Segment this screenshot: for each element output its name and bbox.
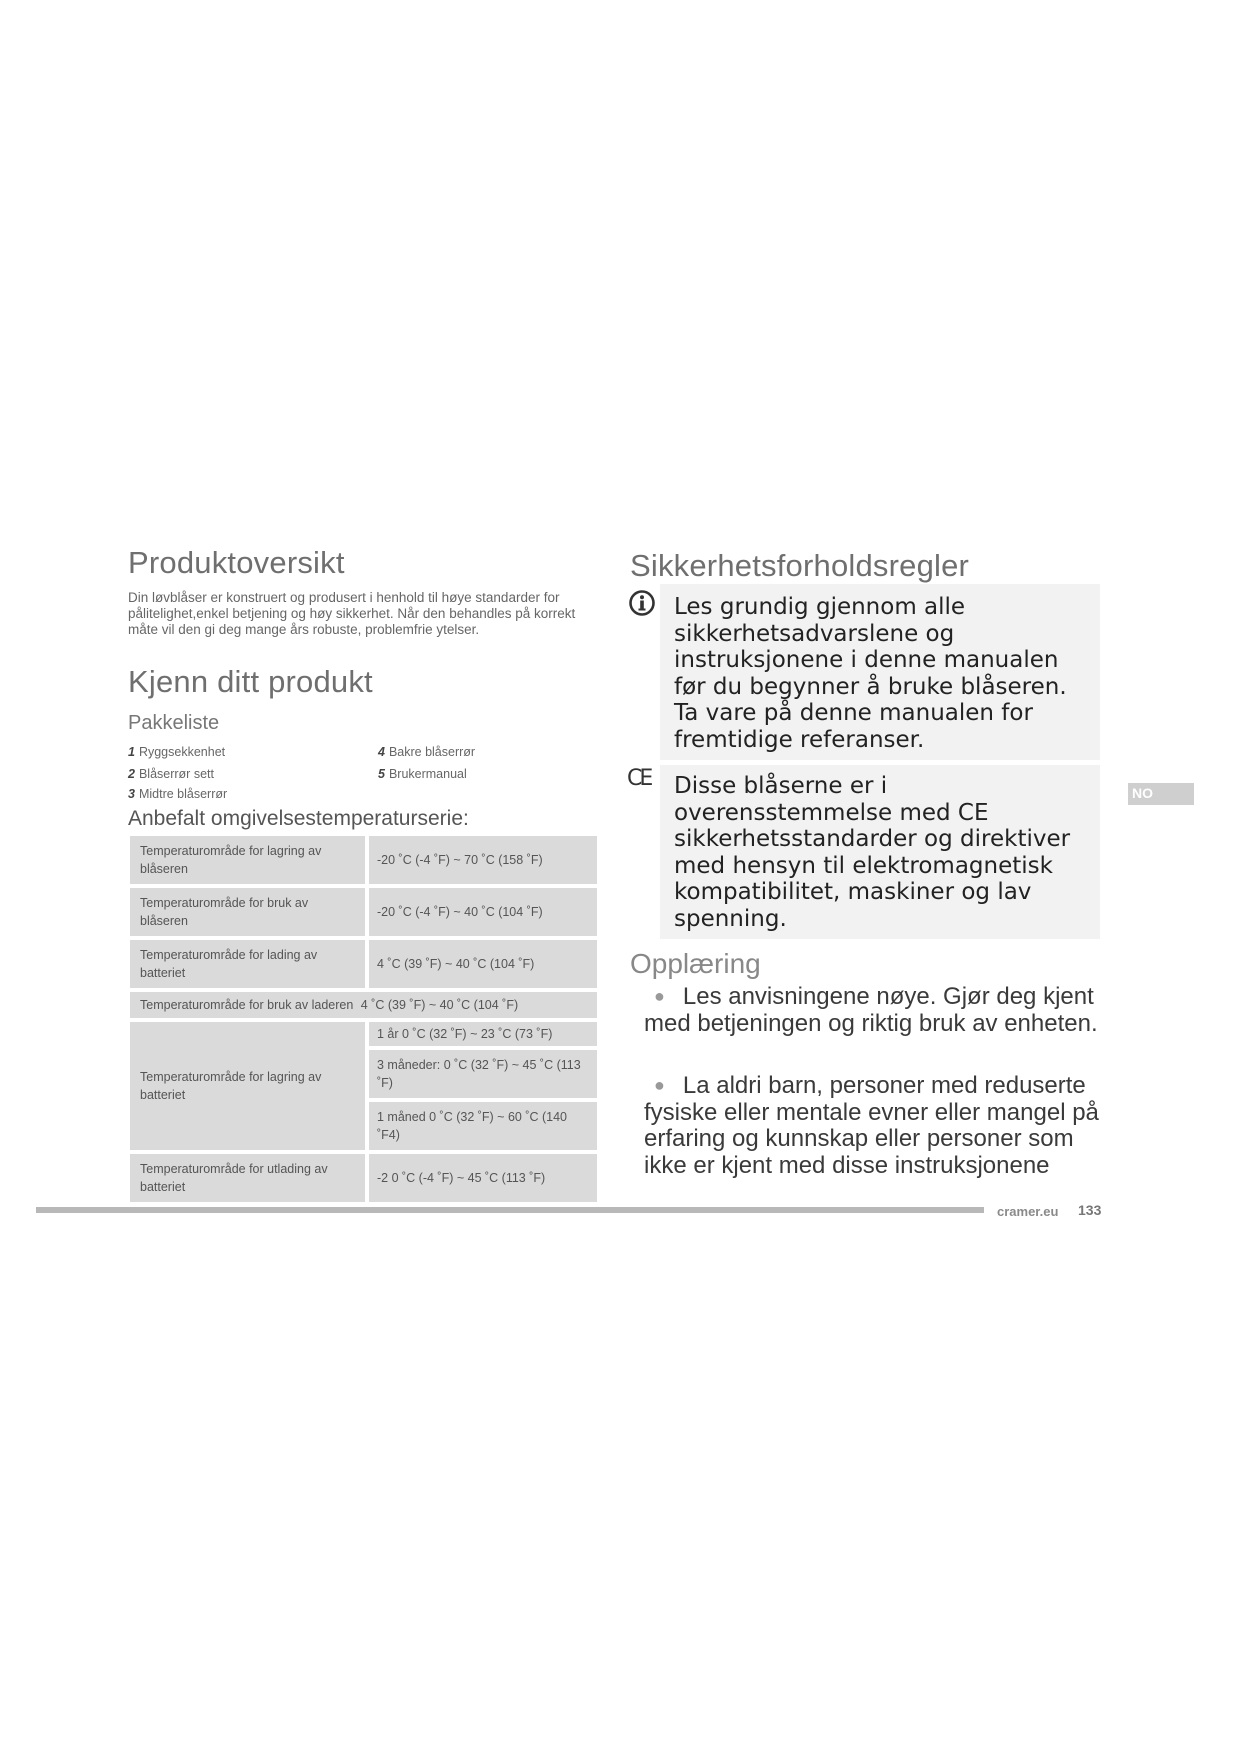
- temp-label: Temperaturområde for bruk av blåseren: [130, 888, 365, 936]
- table-row: [130, 1154, 597, 1202]
- packlist-item: 2 Blåserrør sett: [128, 767, 214, 781]
- section-title-opplaering: Opplæring: [630, 948, 761, 979]
- temp-label: Temperaturområde for lading av batteriet: [130, 940, 365, 988]
- temp-label: Temperaturområde for lagring av blåseren: [130, 836, 365, 884]
- section-title-produktoversikt: Produktoversikt: [128, 545, 345, 580]
- temp-value: -2 0 ˚C (-4 ˚F) ~ 45 ˚C (113 ˚F): [369, 1154, 597, 1202]
- temp-value: -20 ˚C (-4 ˚F) ~ 40 ˚C (104 ˚F): [369, 888, 597, 936]
- notice-text-ce: Disse blåserne er i overensstemmelse med CE sikkerhetsstandarder og direktiver med hensyn til elektromagnetisk kompatibilitet, maskiner og lav spenning.: [674, 773, 1071, 932]
- packlist-item: 4 Bakre blåserrør: [378, 745, 476, 759]
- bullet-icon: ●: [654, 986, 665, 1006]
- info-icon: [628, 589, 656, 617]
- temp-value: 1 år 0 ˚C (32 ˚F) ~ 23 ˚C (73 ˚F): [369, 1022, 597, 1046]
- table-row: [130, 836, 597, 884]
- temp-full-row: [130, 992, 597, 1018]
- temp-value: 3 måneder: 0 ˚C (32 ˚F) ~ 45 ˚C (113 ˚F): [369, 1050, 597, 1098]
- temp-value: 1 måned 0 ˚C (32 ˚F) ~ 60 ˚C (140 ˚F4): [369, 1102, 597, 1150]
- training-item: ● Les anvisningene nøye. Gjør deg kjent med betjeningen og riktig bruk av enheten.: [644, 983, 1098, 1037]
- temp-heading: Anbefalt omgivelsestemperaturserie:: [128, 807, 469, 830]
- temp-value: 4 ˚C (39 ˚F) ~ 40 ˚C (104 ˚F): [369, 940, 597, 988]
- temp-label: Temperaturområde for bruk av laderen: [140, 998, 354, 1012]
- intro-paragraph: Din løvblåser er konstruert og produsert i henhold til høye standarder for pålitelighet,enkel betjening og høy sikkerhet. Når den behandles på korrekt måte vil den gi deg mange års robuste, problemfrie ytelser.: [128, 590, 576, 637]
- table-row: [130, 940, 597, 988]
- section-title-kjenn: Kjenn ditt produkt: [128, 664, 373, 699]
- packlist-item: 5 Brukermanual: [378, 767, 467, 781]
- table-row: [130, 992, 597, 1018]
- table-row: [130, 888, 597, 936]
- bullet-icon: ●: [654, 1075, 665, 1095]
- temp-value: 4 ˚C (39 ˚F) ~ 40 ˚C (104 ˚F): [360, 998, 519, 1012]
- packlist-item: 3 Midtre blåserrør: [128, 787, 228, 801]
- section-title-sikkerhet: Sikkerhetsforholdsregler: [630, 548, 970, 583]
- language-tab: NO: [1128, 783, 1194, 805]
- training-item: ● La aldri barn, personer med reduserte fysiske eller mentale evner eller mangel på erfaring og kunnskap eller personer som ikke er kjent med disse instruksjonene: [644, 1072, 1099, 1179]
- notice-text-read-manual: Les grundig gjennom alle sikkerhetsadvarslene og instruksjonene i denne manualen før du begynner å bruke blåseren. Ta vare på denne manualen for fremtidige referanser.: [674, 594, 1067, 753]
- footer-bar: [36, 1207, 984, 1213]
- temp-value: -20 ˚C (-4 ˚F) ~ 70 ˚C (158 ˚F): [369, 836, 597, 884]
- table-row: [130, 1022, 597, 1046]
- temp-label: Temperaturområde for utlading av batteriet: [130, 1154, 365, 1202]
- ce-mark-icon: CE: [627, 766, 651, 791]
- temperature-table: [126, 832, 601, 1206]
- packlist-heading: Pakkeliste: [128, 712, 220, 734]
- packlist-item: 1 Ryggsekkenhet: [128, 745, 226, 759]
- page-number: 133: [1078, 1202, 1102, 1218]
- footer-site: cramer.eu: [997, 1204, 1059, 1219]
- temp-label: Temperaturområde for lagring av batteriet: [130, 1022, 365, 1150]
